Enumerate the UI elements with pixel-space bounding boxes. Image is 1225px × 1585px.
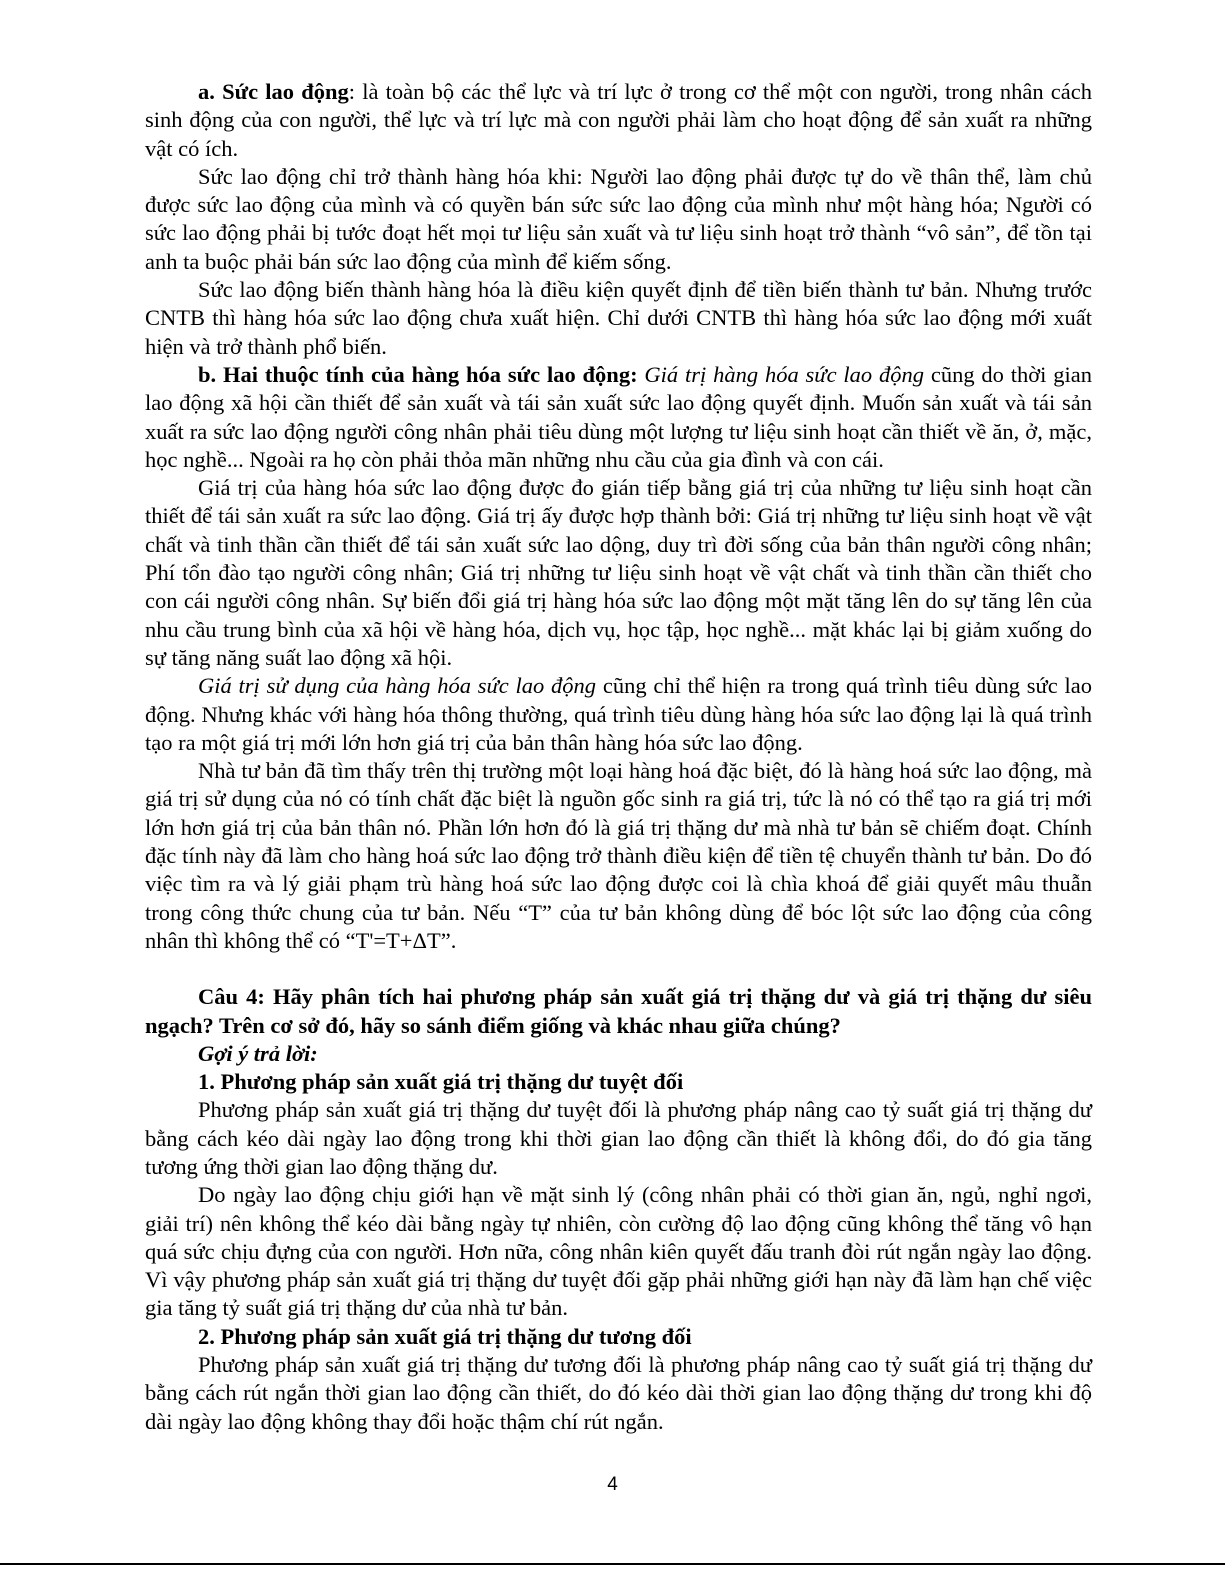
heading-a: a. Sức lao động <box>198 79 349 104</box>
subheading-1-text: 1. Phương pháp sản xuất giá trị thặng dư tuyệt đối <box>198 1069 684 1095</box>
subheading-1 <box>145 1068 1092 1096</box>
subheading-2-text: 2. Phương pháp sản xuất giá trị thặng dư tương đối <box>198 1323 692 1349</box>
italic-term: Giá trị sử dụng của hàng hóa sức lao động <box>198 673 597 699</box>
italic-term: Giá trị hàng hóa sức lao động <box>644 361 924 387</box>
paragraph: Nhà tư bản đã tìm thấy trên thị trường một loại hàng hoá đặc biệt, đó là hàng hoá sức lao động, mà giá trị sử dụng của nó có tính chất đặc biệt là nguồn gốc sinh ra giá trị, tức là nó có thể tạo ra giá trị mới lớn hơn giá trị của bản thân nó. Phần lớn hơn đó là giá trị thặng dư mà nhà tư bản sẽ chiếm đoạt. Chính đặc tính này đã làm cho hàng hoá sức lao động trở thành điều kiện để tiền tệ chuyển thành tư bản. Do đó việc tìm ra và lý giải phạm trù hàng hoá sức lao động được coi là chìa khoá để giải quyết mâu thuẫn trong công thức chung của tư bản. Nếu “T” của tư bản không dùng để bóc lột sức lao động của công nhân thì không thể có “T'=T+ΔT”. <box>145 758 1092 953</box>
answer-hint-text: Gợi ý trả lời: <box>198 1040 318 1066</box>
paragraph: Giá trị của hàng hóa sức lao động được đo gián tiếp bằng giá trị của những tư liệu sinh hoạt cần thiết để tái sản xuất ra sức lao động. Giá trị ấy được hợp thành bởi: Giá trị những tư liệu sinh hoạt về vật chất và tinh thần cần thiết để tái sản xuất sức lao dộng, duy trì đời sống của bản thân người công nhân; Phí tổn đào tạo người công nhân; Giá trị những tư liệu sinh hoạt về vật chất và tinh thần cần thiết cho con cái người công nhân. Sự biến đổi giá trị hàng hóa sức lao động một mặt tăng lên do sự tăng lên của nhu cầu trung bình của xã hội về hàng hóa, dịch vụ, học tập, học nghề... mặt khác lại bị giảm xuống do sự tăng năng suất lao động xã hội. <box>145 475 1092 670</box>
paragraph-sức-lao-động <box>145 78 1092 163</box>
subheading-2 <box>145 1323 1092 1351</box>
paragraph: Do ngày lao động chịu giới hạn về mặt sinh lý (công nhân phải có thời gian ăn, ngủ, nghỉ ngơi, giải trí) nên không thể kéo dài bằng ngày tự nhiên, còn cường độ lao động cũng không thể tăng vô hạn quá sức chịu đựng của con người. Hơn nữa, công nhân kiên quyết đấu tranh đòi rút ngắn ngày lao động. Vì vậy phương pháp sản xuất giá trị thặng dư tuyệt đối gặp phải những giới hạn này đã làm hạn chế việc gia tăng tỷ suất giá trị thặng dư của nhà tư bản. <box>145 1182 1092 1321</box>
paragraph-hai-thuộc-tính <box>145 361 1092 474</box>
paragraph: Phương pháp sản xuất giá trị thặng dư tương đối là phương pháp nâng cao tỷ suất giá trị thặng dư bằng cách rút ngắn thời gian lao động cần thiết, do đó kéo dài thời gian lao động thặng dư trong khi độ dài ngày lao động không thay đổi hoặc thậm chí rút ngắn. <box>145 1352 1092 1434</box>
paragraph-text: cũng do thời gian lao động xã hội cần thiết để sản xuất và tái sản xuất sức lao động quyết định. Muốn sản xuất và tái sản xuất ra sức lao động người công nhân phải tiêu dùng một lượng tư liệu sinh hoạt cần thiết về ăn, ở, mặc, học nghề... Ngoài ra họ còn phải thỏa mãn những nhu cầu của gia đình và con cái. <box>145 361 1092 472</box>
paragraph: Phương pháp sản xuất giá trị thặng dư tuyệt đối là phương pháp nâng cao tỷ suất giá trị thặng dư bằng cách kéo dài ngày lao động trong khi thời gian lao động cần thiết là không đổi, do đó gia tăng tương ứng thời gian lao động thặng dư. <box>145 1097 1092 1179</box>
paragraph-giá-trị-sử-dụng <box>145 672 1092 757</box>
paragraph-text: cũng chỉ thể hiện ra trong quá trình tiêu dùng sức lao động. Nhưng khác với hàng hóa thông thường, quá trình tiêu dùng hàng hóa sức lao động lại là quá trình tạo ra một giá trị mới lớn hơn giá trị của bản thân hàng hóa sức lao động. <box>145 673 1092 755</box>
question-4-text: Câu 4: Hãy phân tích hai phương pháp sản xuất giá trị thặng dư và giá trị thặng dư siêu ngạch? Trên cơ sở đó, hãy so sánh điểm giống và khác nhau giữa chúng? <box>145 984 1092 1038</box>
paragraph-text: : là toàn bộ các thể lực và trí lực ở trong cơ thể một con người, trong nhân cách sinh động của con người, thể lực và trí lực mà con người phải làm cho hoạt động để sản xuất ra những vật có ích. <box>145 79 1093 161</box>
heading-b: b. Hai thuộc tính của hàng hóa sức lao động: <box>198 361 638 387</box>
page-number: 4 <box>607 1474 618 1495</box>
paragraph: Sức lao động chỉ trở thành hàng hóa khi: Người lao động phải được tự do về thân thể, làm chủ được sức lao động của mình và có quyền bán sức sức lao động của mình như một hàng hóa; Người có sức lao động phải bị tước đoạt hết mọi tư liệu sản xuất và tư liệu sinh hoạt trở thành “vô sản”, để tồn tại anh ta buộc phải bán sức lao động của mình để kiếm sống. <box>145 163 1092 274</box>
document-page <box>145 78 1092 1436</box>
paragraph: Sức lao động biến thành hàng hóa là điều kiện quyết định để tiền biến thành tư bản. Nhưng trước CNTB thì hàng hóa sức lao động chưa xuất hiện. Chỉ dưới CNTB thì hàng hóa sức lao động mới xuất hiện và trở thành phổ biến. <box>145 277 1092 359</box>
question-4-title <box>145 983 1092 1040</box>
bottom-divider <box>0 1563 1225 1565</box>
answer-hint <box>145 1040 1092 1068</box>
